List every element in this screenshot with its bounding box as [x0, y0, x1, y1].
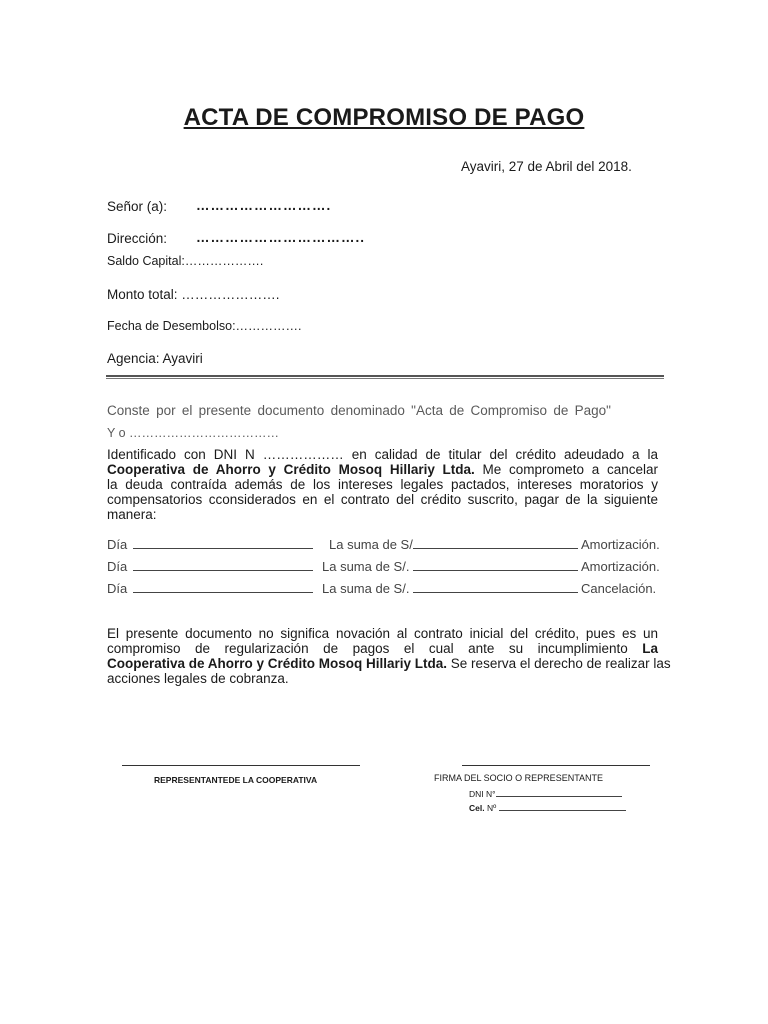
paragraph2-line3: Cooperativa de Ahorro y Crédito Mosoq Hillariy Ltda. Se reserva el derecho de realizar las	[107, 656, 671, 671]
payment-tipo: Amortización.	[581, 559, 660, 574]
payment-dia-label: Día	[107, 537, 128, 552]
payment-tipo: Cancelación.	[581, 581, 657, 596]
paragraph1-line1: Identificado con DNI N ……………… en calidad de titular del crédito adeudado a la	[107, 447, 658, 462]
member-signature-line	[462, 765, 650, 766]
payment-suma-label: La suma de S/.	[322, 559, 578, 574]
monto-total-field: Monto total: ………………….	[107, 287, 280, 302]
direccion-value: ……………………………..	[196, 230, 366, 245]
paragraph1-line2: Cooperativa de Ahorro y Crédito Mosoq Hillariy Ltda. Me comprometo a cancelar	[107, 462, 658, 477]
payment-suma-label: La suma de S/	[329, 537, 578, 552]
document-date: Ayaviri, 27 de Abril del 2018.	[461, 159, 632, 174]
member-signature-caption: FIRMA DEL SOCIO O REPRESENTANTE	[434, 773, 604, 783]
cooperative-signature-caption: REPRESENTANTEDE LA COOPERATIVA	[154, 775, 318, 785]
section-divider-thick	[106, 375, 664, 377]
section-divider-thin	[106, 378, 664, 379]
document-title: ACTA DE COMPROMISO DE PAGO	[183, 104, 585, 131]
senor-label: Señor (a):	[107, 199, 168, 214]
saldo-capital-field: Saldo Capital:……………….	[107, 254, 264, 268]
paragraph1-line5: manera:	[107, 507, 157, 522]
paragraph1-line3: la deuda contraída además de los intereses legales pactados, intereses moratorios y	[107, 477, 658, 492]
paragraph1-line4: compensatorios cconsiderados en el contrato del crédito suscrito, pagar de la siguiente	[107, 492, 658, 507]
cooperative-signature-line	[122, 765, 360, 766]
intro-line: Conste por el presente documento denominado "Acta de Compromiso de Pago"	[107, 403, 611, 418]
payment-suma-label: La suma de S/.	[322, 581, 578, 596]
dni-field: DNI N°	[469, 788, 622, 799]
payment-tipo: Amortización.	[581, 537, 660, 552]
payment-dia-blank	[133, 581, 313, 596]
agencia-field: Agencia: Ayaviri	[107, 351, 203, 366]
paragraph2-line1: El presente documento no significa novación al contrato inicial del crédito, pues es un	[107, 626, 658, 641]
payment-dia-blank	[133, 537, 313, 552]
direccion-label: Dirección:	[107, 231, 168, 246]
yo-line: Y o ………………………………	[107, 426, 280, 440]
payment-dia-label: Día	[107, 559, 128, 574]
paragraph2-line4: acciones legales de cobranza.	[107, 671, 289, 686]
paragraph2-line2: compromiso de regularización de pagos el cual ante su incumplimiento La	[107, 641, 658, 656]
fecha-desembolso-field: Fecha de Desembolso:…………….	[107, 319, 302, 333]
cel-field: Cel. Nº	[469, 802, 626, 813]
senor-value: ……………………….	[196, 198, 332, 213]
payment-dia-label: Día	[107, 581, 128, 596]
payment-dia-blank	[133, 559, 313, 574]
